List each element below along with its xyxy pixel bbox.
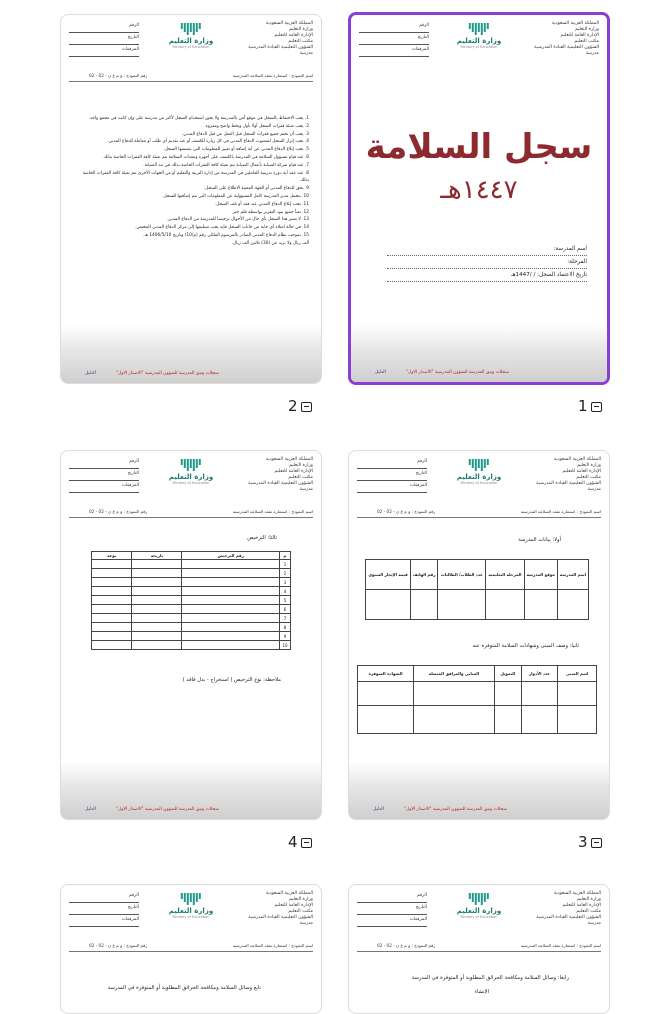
header-fields: الرقم التاريخ المرفقات (357, 893, 427, 929)
org-lines: المملكة العربية السعودية وزارة التعليم الإدارة العامة للتعليم مكتب التعليم الشؤون التعليمية القيادة المدرسية مدرسة (248, 21, 313, 56)
page-header (349, 451, 609, 509)
page-number-3: 3 (578, 833, 602, 851)
print-icon[interactable] (591, 402, 602, 412)
form-number: اسم النموذج : استمارة تفقد السلامة المدرسية رقم النموذج : و م ع ن - 02 - 02 (69, 509, 313, 518)
form-number: اسم النموذج : استمارة تفقد السلامة المدرسية رقم النموذج : و م ع ن - 02 - 02 (357, 943, 601, 952)
print-icon[interactable] (301, 402, 312, 412)
cover-year: ١٤٤٧هـ (440, 175, 518, 205)
form-number: اسم النموذج : استمارة تفقد السلامة المدرسية رقم النموذج : و م ع ن - 02 - 02 (69, 943, 313, 952)
page-thumbnail-4[interactable] (60, 450, 322, 820)
page-thumbnail-5[interactable] (348, 884, 610, 1014)
ministry-logo: وزارة التعليم Ministry of Education (169, 893, 213, 919)
license-note: ملاحظة: نوع الترخيص ( استخراج - بدل فاقد ) (182, 677, 281, 683)
page-number-2: 2 (288, 397, 312, 415)
page-number-4: 4 (288, 833, 312, 851)
instructions-list: 1. يجب الاحتفاظ بالسجل في موقع آمن بالمدرسة ولا يجوز استخدام السجل لأكثر من مدرسة على وإن كانت في مجمع واحد. 2. يجب تعبئة فقرات السجل أولا بأول وبخط واضح ومقروء. 3. يجب أن تختم جميع فقرات السجل قبل العمل من قبل الدفاع المدني. 4. يجب إبراز السجل لمنسوب الدفاع المدني في كل زيارة للكشف أو عند تقديم أي طلب أو معاملة للدفاع المدني. 5. يجب إبلاغ الدفاع المدني عن أية إضافة أو تغيير للمعلومات التي يتضمنها السجل. 6. عند قيام مسؤول السلامة في المدرسة بالكشف على أجهزة ومعدات السلامة تتم تعبئة كافة الفقرات الخاصة بذلك. 7. عند قيام شركة الصيانة بأعمال الصيانة يتم تعبئة كافة الفقرات الخاصة بذلك في بند الصيانة. 8. عند عقد أية دورة تدريبية للعاملين في المدرسة من إدارة التربية والتعليم أو من الجهات الأخرى تتم تعبئة كافة الفقرات الخاصة بذلك. 9. يحق للدفاع المدني أو الجهة المعنية الاطلاع على السجل. 10. يتحمل مدير المدرسة كامل المسؤولية عن المعلومات التي تتم إضافتها للسجل. 11. يجب إبلاغ الدفاع المدني عند فقد أو تلف السجل. 12. تعبأ جميع بنود التقرير بواسطة قلم حبر. 13. لا يعتبر هذا السجل بأي حال من الأحوال ترخيصا للمدرسة من الدفاع المدني. 14. في حالة امتلاء أي خانة من خانات السجل فإنه يجب تسليمها إلى مركز الدفاع المدني المختص. 15. بموجب نظام الدفاع المدني الصادر بالمرسوم الملكي رقم (م/10) وتاريخ 1406/5/10 هـ. ألف ريال ولا تزيد عن (30) ثلاثين ألف ريال. (82, 116, 309, 246)
ministry-logo: وزارة التعليم Ministry of Education (457, 23, 501, 49)
org-lines: المملكة العربية السعودية وزارة التعليم الإدارة العامة للتعليم مكتب التعليم الشؤون التعليمية القيادة المدرسية مدرسة (248, 891, 313, 926)
header-fields: الرقم التاريخ المرفقات (69, 23, 139, 59)
page-footer: سجلات وثيق المدرسة للشؤون المدرسية "الاصدار الاول" الدليل (349, 761, 609, 819)
section-title: تابع وسائل السلامة ومكافحة الحرائق المطلوبة أو المتوفرة في المدرسة (107, 985, 261, 991)
page-header (61, 15, 321, 73)
page-thumbnail-2[interactable] (60, 14, 322, 384)
page-header (61, 885, 321, 943)
cover-title: سجل السلامة (365, 127, 593, 167)
page-thumbnail-1[interactable] (348, 12, 610, 385)
header-fields: الرقم التاريخ المرفقات (357, 459, 427, 495)
header-fields: الرقم التاريخ المرفقات (359, 23, 429, 59)
page-header (61, 451, 321, 509)
form-number: اسم النموذج : استمارة تفقد السلامة المدرسية رقم النموذج : و م ع ن - 02 - 02 (357, 509, 601, 518)
org-lines: المملكة العربية السعودية وزارة التعليم الإدارة العامة للتعليم مكتب التعليم الشؤون التعليمية القيادة المدرسية مدرسة (248, 457, 313, 492)
page-thumbnail-6[interactable] (60, 884, 322, 1014)
cover-info: اسم المدرسة: المرحلة: تاريخ الاعتماد السجل: / /1447هـ (387, 243, 587, 282)
ministry-logo: وزارة التعليم Ministry of Education (457, 893, 501, 919)
ministry-logo: وزارة التعليم Ministry of Education (169, 23, 213, 49)
header-fields: الرقم التاريخ المرفقات (69, 893, 139, 929)
page-footer: سجلات وثيق المدرسة للشؤون المدرسية "الاصدار الاول" الدليل (61, 325, 321, 383)
ministry-logo: وزارة التعليم Ministry of Education (169, 459, 213, 485)
section-title: أولا: بيانات المدرسة (518, 537, 561, 543)
page-header (351, 15, 607, 73)
license-table: م رقم الترخيص تاريخه نوعه 1 2 3 4 5 6 7 8 9 10 (91, 551, 291, 650)
org-lines: المملكة العربية السعودية وزارة التعليم الإدارة العامة للتعليم مكتب التعليم الشؤون التعليمية القيادة المدرسية مدرسة (536, 891, 601, 926)
page-footer: سجلات وثيق المدرسة للشؤون المدرسية "الاصدار الاول" الدليل (351, 324, 607, 382)
school-data-table: اسم المدرسة موقع المدرسة المرحلة التعليمية عدد الطلاب/ الطالبات رقم الهاتف قيمة الإيجار السنوي (365, 559, 589, 620)
header-fields: الرقم التاريخ المرفقات (69, 459, 139, 495)
org-lines: المملكة العربية السعودية وزارة التعليم الإدارة العامة للتعليم مكتب التعليم الشؤون التعليمية القيادة المدرسية مدرسة (534, 21, 599, 56)
building-table: اسم المبنى عدد الأدوار التمويل المباني والمرافق المتصلة الشهادة المتوفرة (357, 665, 597, 734)
form-number: اسم النموذج : استمارة تفقد السلامة المدرسية رقم النموذج : و م ع ن - 02 - 02 (69, 73, 313, 82)
print-icon[interactable] (591, 838, 602, 848)
page-header (349, 885, 609, 943)
section-title: رابعا: وسائل السلامة ومكافحة الحرائق المطلوبة أو المتوفرة في المدرسة (411, 975, 569, 981)
ministry-logo: وزارة التعليم Ministry of Education (457, 459, 501, 485)
org-lines: المملكة العربية السعودية وزارة التعليم الإدارة العامة للتعليم مكتب التعليم الشؤون التعليمية القيادة المدرسية مدرسة (536, 457, 601, 492)
page-thumbnail-3[interactable] (348, 450, 610, 820)
page-footer: سجلات وثيق المدرسة للشؤون المدرسية "الاصدار الاول" الدليل (61, 761, 321, 819)
section-title: ثانيا: وصف المبنى وشهادات السلامة المتوفرة عنه (472, 643, 579, 649)
section-title: ثالثا: الترخيص (247, 535, 277, 541)
section-subtitle: الإنشاء (474, 989, 489, 995)
page-number-1: 1 (578, 397, 602, 415)
print-icon[interactable] (301, 838, 312, 848)
